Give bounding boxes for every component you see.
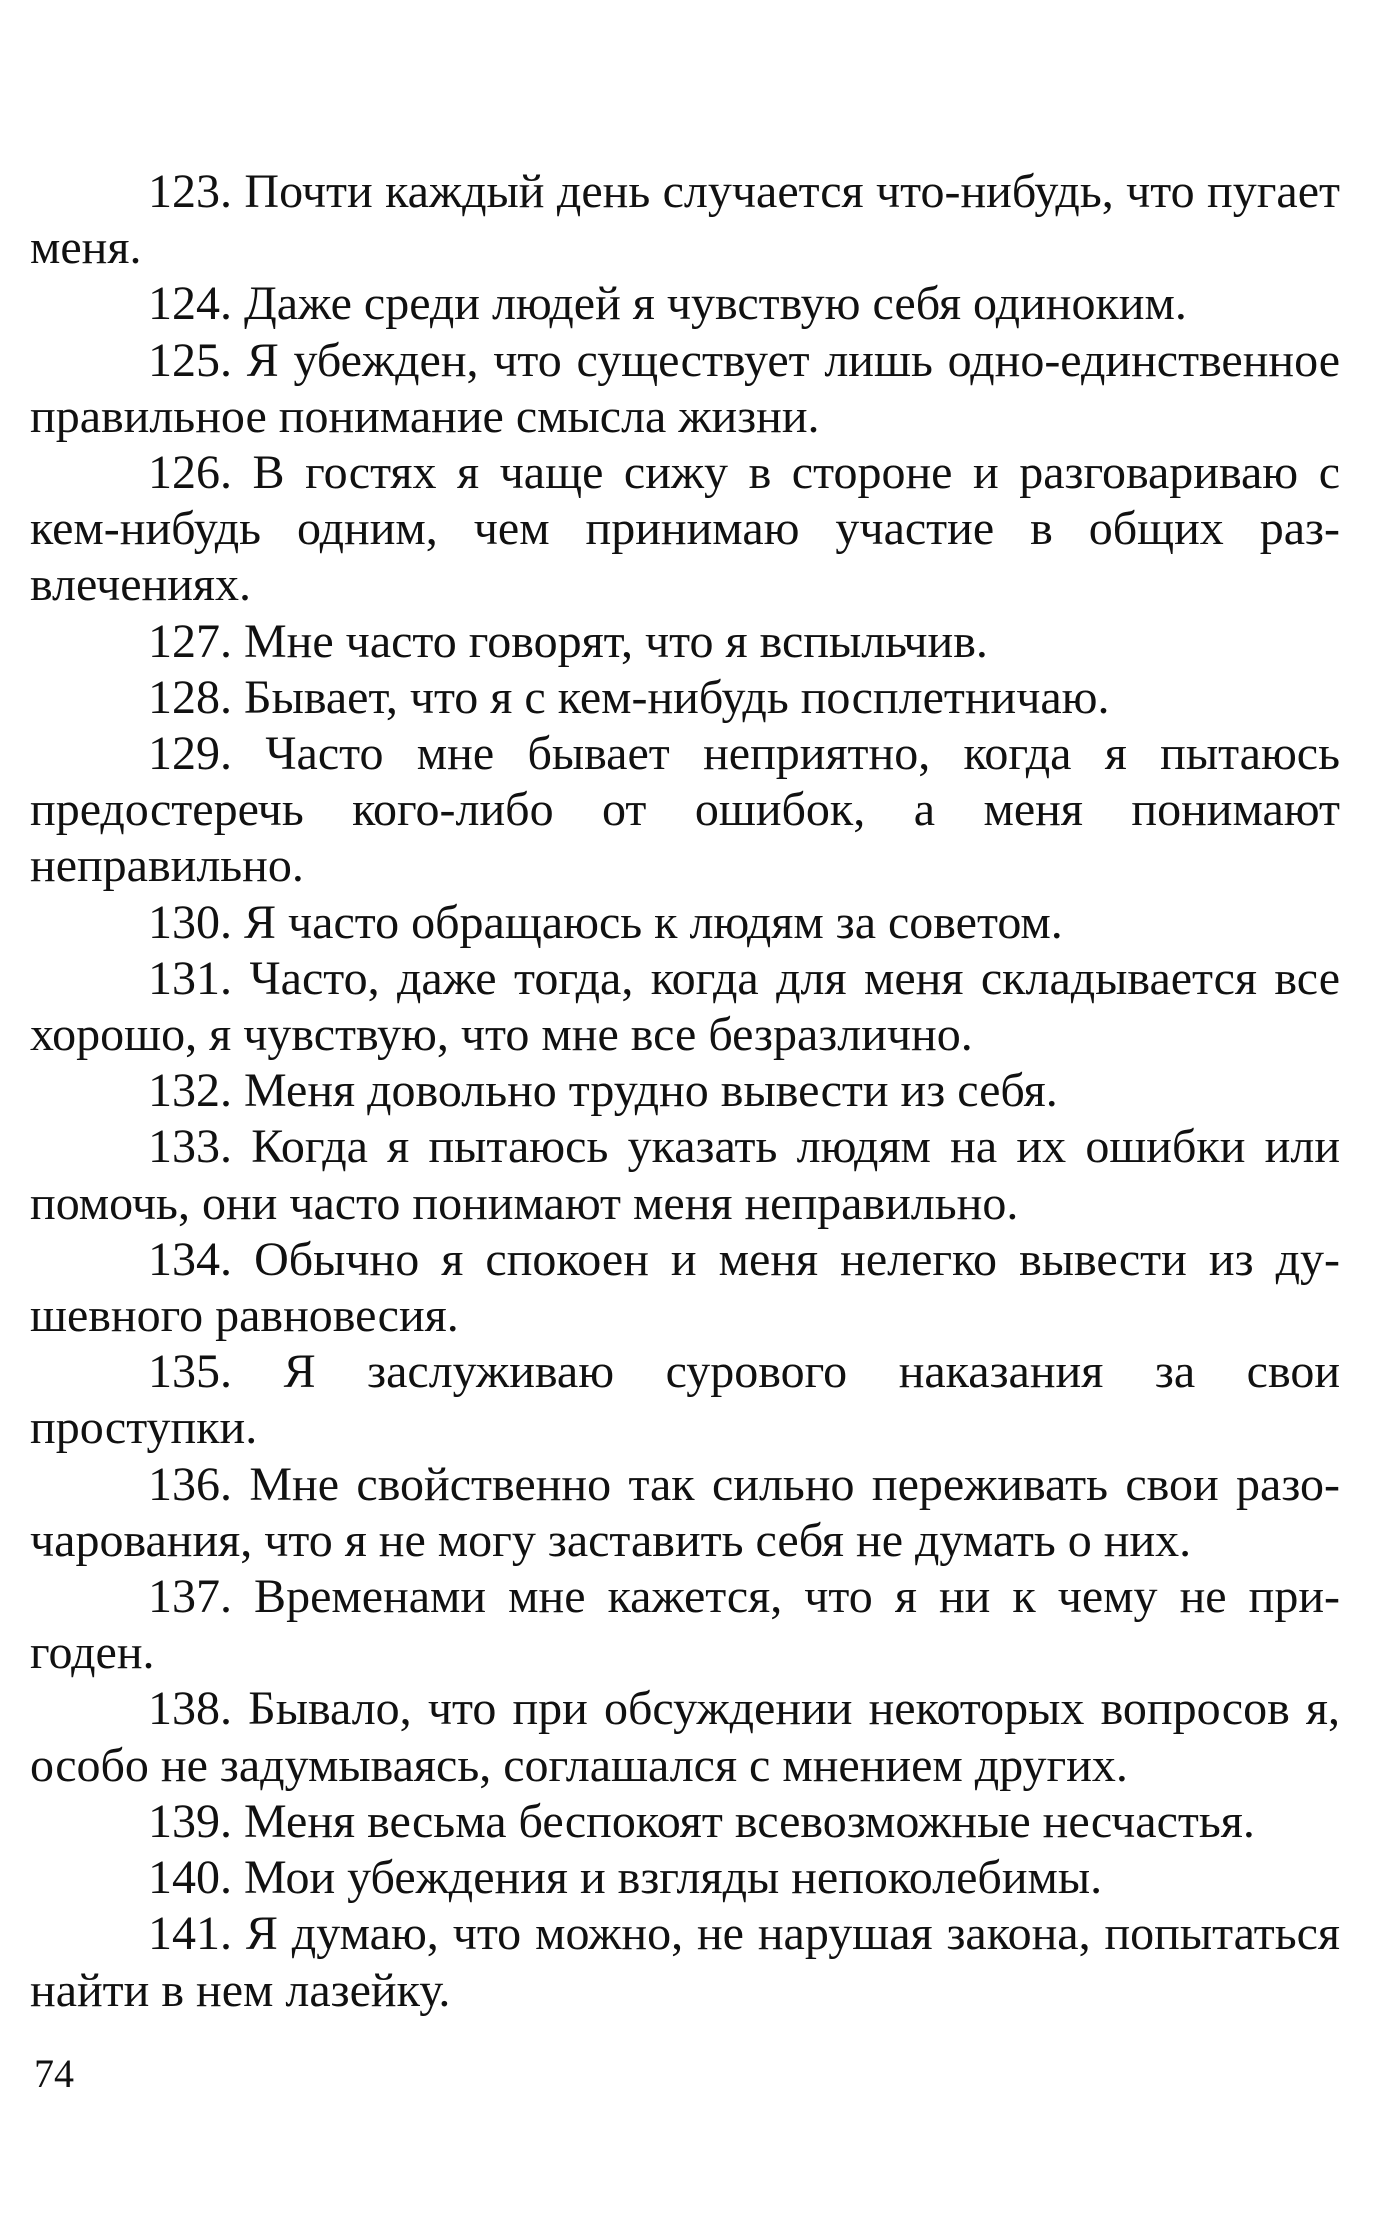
item-text: Мне свойственно так сильно переживать свои разочарования, что я не могу заставить себя не думать о них. [30, 1457, 1341, 1567]
questionnaire-items [30, 164, 1340, 2019]
questionnaire-item-124 [30, 276, 1340, 332]
item-text: Меня довольно трудно вывести из себя. [244, 1064, 1058, 1118]
questionnaire-item-134 [30, 1232, 1340, 1344]
item-text: Я заслуживаю сурового наказания за свои проступки. [30, 1345, 1341, 1455]
item-text: Часто мне бывает неприятно, когда я пытаюсь предостеречь кого-либо от ошибок, а меня понимают неправильно. [30, 727, 1341, 893]
item-text: Бывает, что я с кем-нибудь посплетничаю. [244, 670, 1110, 724]
item-number: 126. [148, 446, 232, 500]
questionnaire-item-138 [30, 1681, 1340, 1793]
questionnaire-item-125 [30, 333, 1340, 445]
questionnaire-item-139 [30, 1794, 1340, 1850]
item-number: 134. [148, 1232, 232, 1286]
questionnaire-item-132 [30, 1063, 1340, 1119]
questionnaire-item-135 [30, 1344, 1340, 1456]
item-text: Когда я пытаюсь указать людям на их ошибки или помочь, они часто понимают меня неправильно. [30, 1120, 1341, 1230]
item-number: 136. [148, 1457, 232, 1511]
questionnaire-item-133 [30, 1119, 1340, 1231]
item-text: Даже среди людей я чувствую себя одиноким. [244, 277, 1187, 331]
item-number: 133. [148, 1120, 232, 1174]
item-text: Обычно я спокоен и меня нелегко вывести из душевного равновесия. [30, 1232, 1341, 1343]
item-number: 131. [148, 951, 232, 1005]
questionnaire-item-137 [30, 1569, 1340, 1681]
questionnaire-item-127 [30, 614, 1340, 670]
item-number: 124. [148, 277, 232, 331]
item-number: 130. [148, 895, 232, 949]
questionnaire-item-129 [30, 726, 1340, 895]
item-text: Бывало, что при обсуждении некоторых вопросов я, особо не задумываясь, соглашался с мнением других. [30, 1682, 1340, 1792]
item-number: 125. [148, 333, 232, 387]
questionnaire-item-136 [30, 1457, 1340, 1569]
item-text: Временами мне кажется, что я ни к чему не пригоден. [30, 1570, 1340, 1680]
item-number: 128. [148, 670, 232, 724]
item-text: Часто, даже тогда, когда для меня складывается все хорошо, я чувствую, что мне все безразлично. [30, 951, 1341, 1062]
item-number: 135. [148, 1345, 232, 1399]
item-text: Почти каждый день случается что-нибудь, что пугает меня. [30, 165, 1341, 275]
item-text: Я думаю, что можно, не нарушая закона, попытаться найти в нем лазейку. [30, 1907, 1340, 2017]
questionnaire-item-128 [30, 670, 1340, 726]
item-text: Мне часто говорят, что я вспыльчив. [244, 614, 988, 668]
questionnaire-item-131 [30, 951, 1340, 1063]
item-text: Меня весьма беспокоят всевозможные несчастья. [244, 1794, 1255, 1848]
item-number: 127. [148, 614, 232, 668]
item-number: 141. [148, 1907, 232, 1961]
item-text: Я часто обращаюсь к людям за советом. [244, 895, 1063, 949]
item-number: 139. [148, 1794, 232, 1848]
item-number: 138. [148, 1682, 232, 1736]
item-text: Я убежден, что существует лишь одно-единственное правильное понимание смысла жизни. [30, 333, 1341, 443]
item-text: Мои убеждения и взгляды непоколебимы. [244, 1851, 1103, 1905]
item-number: 123. [148, 165, 232, 218]
questionnaire-item-126 [30, 445, 1340, 614]
item-number: 132. [148, 1064, 232, 1118]
questionnaire-item-140 [30, 1850, 1340, 1906]
questionnaire-item-130 [30, 895, 1340, 951]
questionnaire-item-123 [30, 164, 1340, 276]
item-number: 137. [148, 1570, 232, 1624]
page-number: 74 [34, 2051, 74, 2096]
item-number: 140. [148, 1851, 232, 1905]
item-text: В гостях я чаще сижу в стороне и разговариваю с кем-нибудь одним, чем принимаю участие в общих развлечениях. [30, 446, 1341, 612]
questionnaire-item-141 [30, 1906, 1340, 2018]
item-number: 129. [148, 727, 232, 781]
